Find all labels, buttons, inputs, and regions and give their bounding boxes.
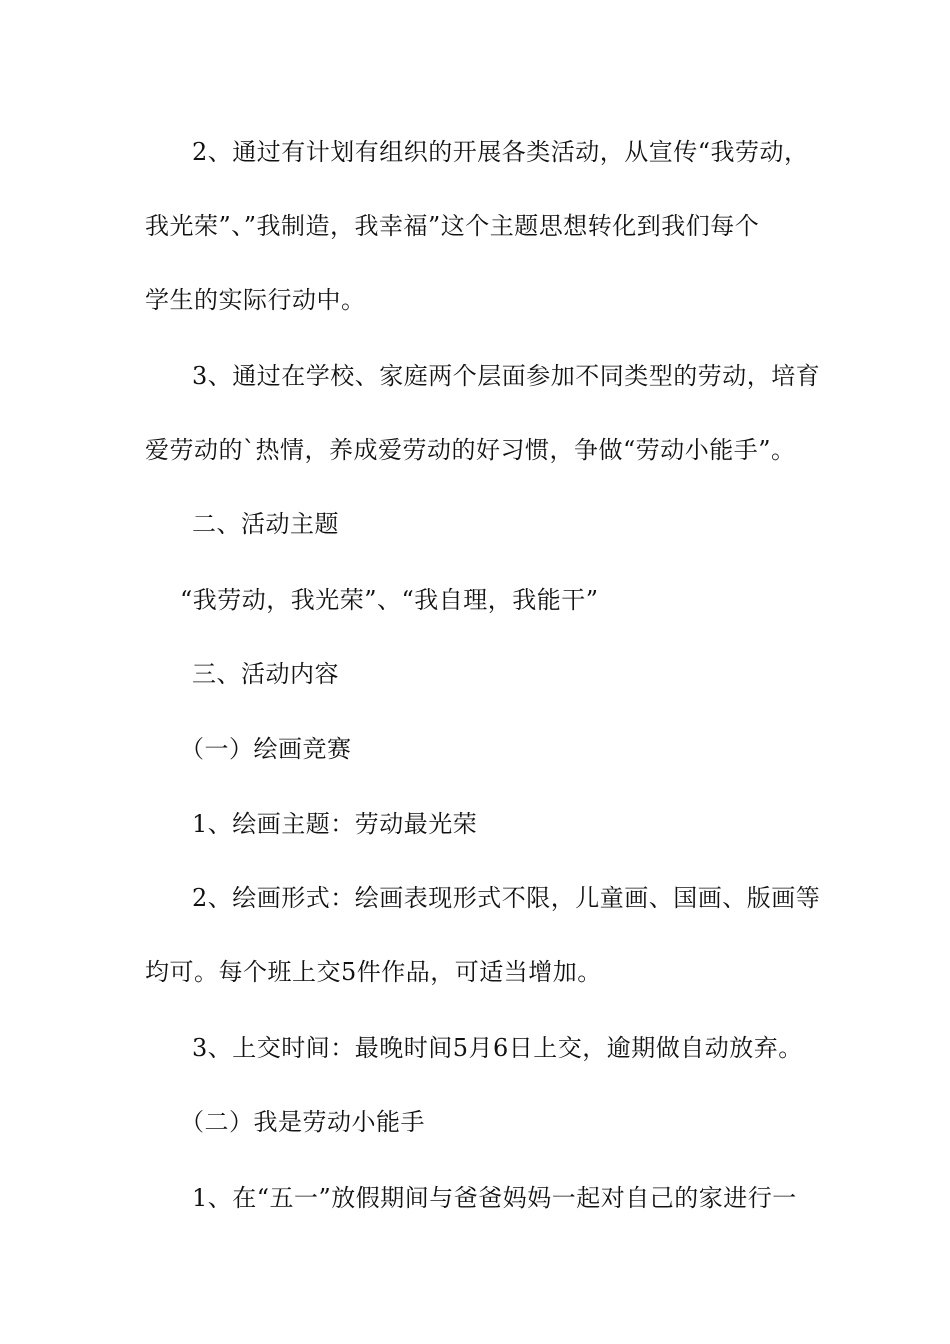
section-heading: 二、活动主题 (192, 510, 339, 538)
paragraph-line: 3、通过在学校、家庭两个层面参加不同类型的劳动，培育 (192, 362, 821, 390)
paragraph-line: 2、通过有计划有组织的开展各类活动，从宣传“我劳动， (192, 138, 809, 166)
section-heading: 三、活动内容 (192, 660, 339, 688)
list-item: 3、上交时间：最晚时间5月6日上交，逾期做自动放弃。 (192, 1034, 803, 1062)
list-item: 1、绘画主题：劳动最光荣 (192, 810, 478, 838)
subsection-heading: （一）绘画竞赛 (180, 735, 352, 763)
subsection-heading: （二）我是劳动小能手 (180, 1108, 425, 1136)
list-item: 1、在“五一”放假期间与爸爸妈妈一起对自己的家进行一 (192, 1184, 797, 1212)
paragraph-line: 均可。每个班上交5件作品，可适当增加。 (145, 958, 602, 986)
paragraph-line: 爱劳动的`热情，养成爱劳动的好习惯，争做“劳动小能手”。 (145, 436, 796, 464)
theme-line: “我劳动，我光荣”、“我自理，我能干” (180, 586, 599, 614)
paragraph-line: 学生的实际行动中。 (145, 286, 366, 314)
paragraph-line: 我光荣”、”我制造，我幸福”这个主题思想转化到我们每个 (145, 212, 760, 240)
list-item: 2、绘画形式：绘画表现形式不限，儿童画、国画、版画等 (192, 884, 821, 912)
